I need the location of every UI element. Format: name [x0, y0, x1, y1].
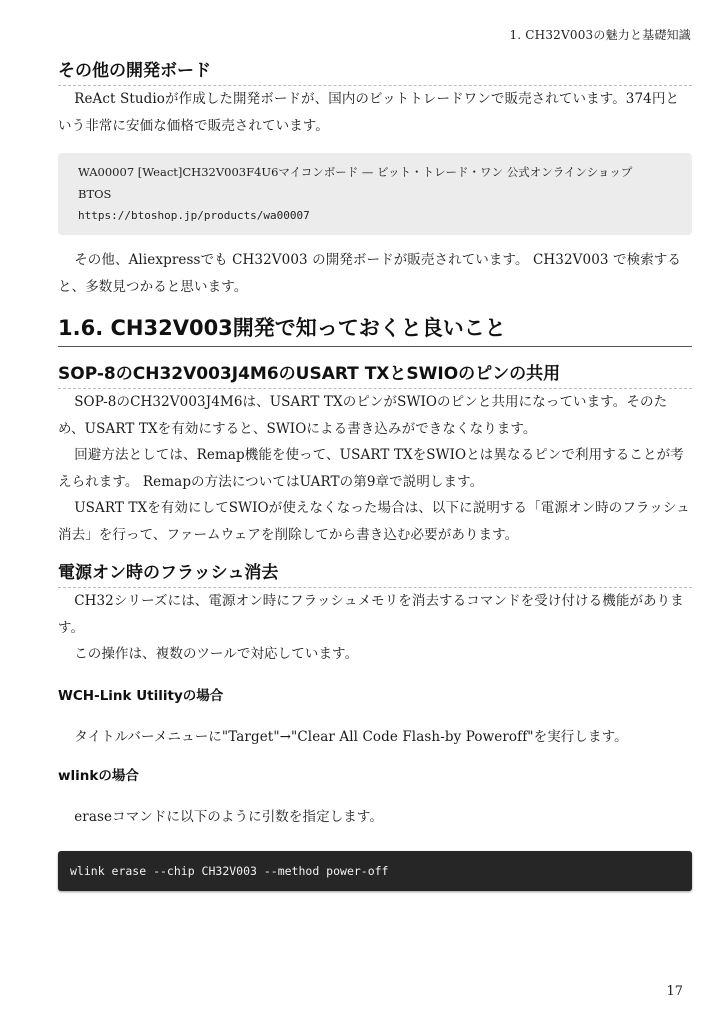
code-block[interactable]: wlink erase --chip CH32V003 --method power-off	[58, 851, 692, 891]
paragraph-flash-erase-1: CH32シリーズには、電源オン時にフラッシュメモリを消去するコマンドを受け付ける機能があります。	[58, 593, 684, 636]
paragraph-flash-erase-2: この操作は、複数のツールで対応しています。	[74, 646, 359, 662]
link-card-title: WA00007 [Weact]CH32V003F4U6マイコンボード — ビット・トレード・ワン 公式オンラインショップ	[78, 165, 633, 179]
page-number: 17	[666, 984, 683, 999]
heading-1-6: 1.6. CH32V003開発で知っておくと良いこと	[58, 312, 692, 347]
paragraph-wlink: eraseコマンドに以下のように引数を指定します。	[74, 809, 384, 825]
heading-flash-erase: 電源オン時のフラッシュ消去	[58, 560, 692, 588]
running-header: 1. CH32V003の魅力と基礎知識	[509, 28, 691, 42]
link-card-site: BTOS	[78, 187, 112, 201]
link-card[interactable]	[58, 153, 692, 235]
heading-other-boards: その他の開発ボード	[58, 58, 692, 86]
page-content	[58, 58, 692, 891]
paragraph-sop8-1: SOP-8のCH32V003J4M6は、USART TXのピンがSWIOのピンと共用になっています。そのため、USART TXを有効にすると、SWIOによる書き込みができなくなります。	[58, 394, 668, 437]
paragraph-sop8-3: USART TXを有効にしてSWIOが使えなくなった場合は、以下に説明する「電源オン時のフラッシュ消去」を行って、ファームウェアを削除してから書き込む必要があります。	[58, 500, 690, 543]
link-card-url[interactable]: https://btoshop.jp/products/wa00007	[78, 209, 310, 222]
paragraph-sop8-2: 回避方法としては、Remap機能を使って、USART TXをSWIOとは異なるピンで利用することが考えられます。 Remapの方法についてはUARTの第9章で説明します。	[58, 447, 684, 490]
heading-sop8: SOP-8のCH32V003J4M6のUSART TXとSWIOのピンの共用	[58, 361, 692, 389]
paragraph-other-boards-2: その他、Aliexpressでも CH32V003 の開発ボードが販売されています。 CH32V003 で検索すると、多数見つかると思います。	[58, 252, 681, 295]
paragraph-other-boards-1: ReAct Studioが作成した開発ボードが、国内のビットトレードワンで販売されています。374円という非常に安価な価格で販売されています。	[58, 91, 680, 134]
heading-wlink: wlinkの場合	[58, 768, 139, 784]
paragraph-wch-link: タイトルバーメニューに"Target"→"Clear All Code Flash-by Poweroff"を実行します。	[74, 728, 628, 745]
heading-wch-link: WCH-Link Utilityの場合	[58, 687, 224, 704]
